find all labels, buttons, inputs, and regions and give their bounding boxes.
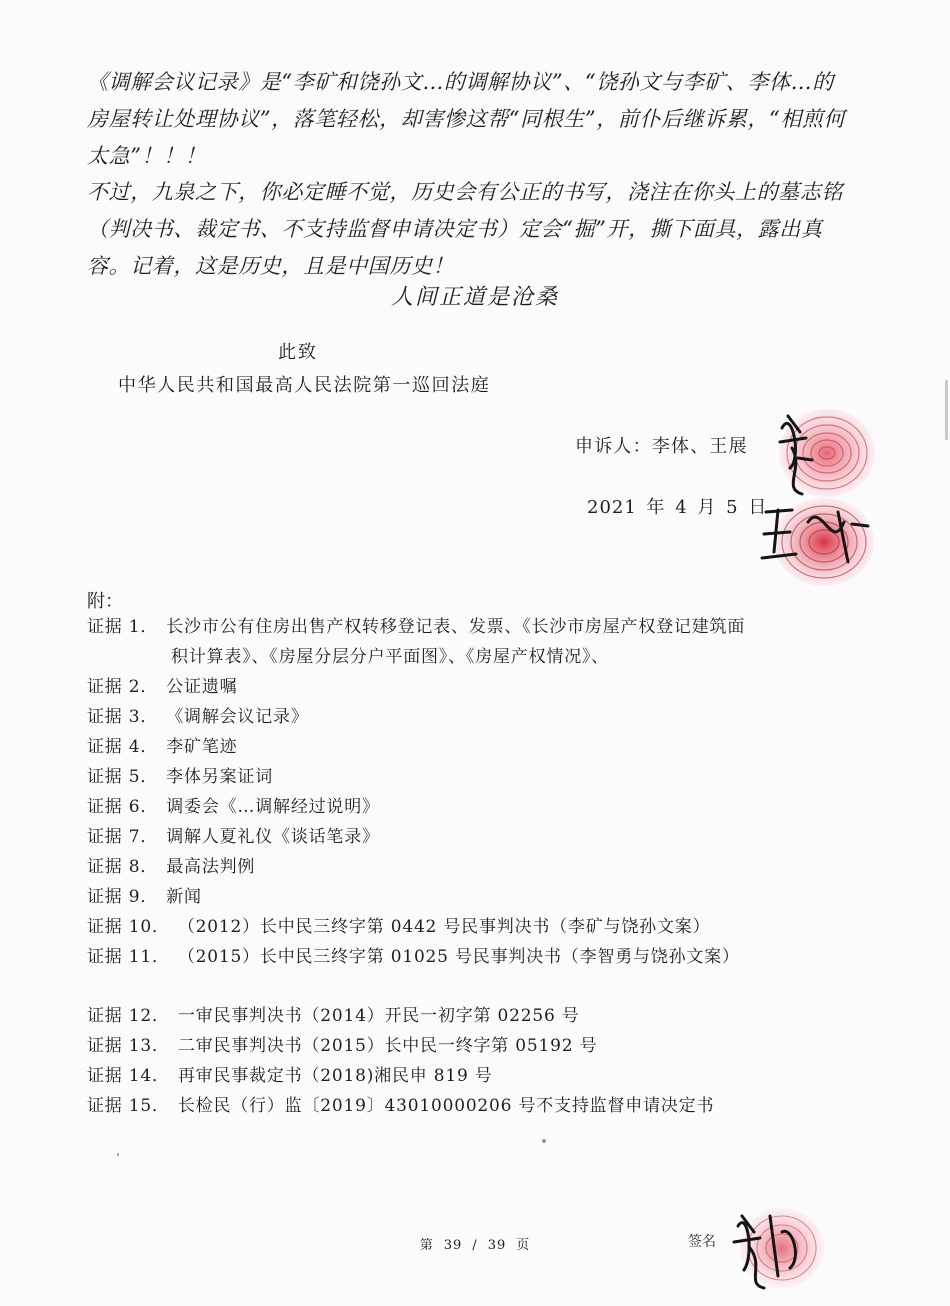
evidence-text: 再审民事裁定书（2018)湘民申 819 号 — [177, 1066, 493, 1086]
evidence-index: 证据 10． — [87, 917, 170, 937]
evidence-index: 证据 3． — [87, 707, 159, 727]
evidence-item — [87, 942, 887, 972]
evidence-text-continued: 积计算表》、《房屋分层分户平面图》、《房屋产权情况》、 — [171, 647, 610, 667]
fingerprint-seal-2 — [752, 482, 892, 592]
paragraph-history: 不过，九泉之下，你必定睡不觉，历史会有公正的书写，浇注在你头上的墓志铭（判决书、裁定书、不支持监督申请决定书）定会“掘”开，撕下面具，露出真容。记着，这是历史，且是中国历史！ — [87, 180, 843, 278]
evidence-text: 长沙市公有住房出售产权转移登记表、发票、《长沙市房屋产权登记建筑面 — [166, 617, 746, 637]
evidence-text: 《调解会议记录》 — [166, 707, 309, 727]
motto-line: 人间正道是沧桑 — [390, 285, 559, 310]
evidence-text: （2015）长中民三终字第 01025 号民事判决书（李智勇与饶孙文案） — [177, 947, 740, 967]
signing-date: 2021 年 4 月 5 日 — [587, 497, 768, 518]
evidence-item — [87, 732, 887, 762]
evidence-item — [87, 882, 887, 912]
page-suffix: 页 — [516, 1238, 531, 1253]
page-current: 39 — [443, 1238, 463, 1253]
evidence-item — [87, 1061, 887, 1091]
evidence-text: 李体另案证词 — [166, 767, 274, 787]
evidence-item — [87, 912, 887, 942]
evidence-item — [87, 1031, 887, 1061]
page-total: 39 — [487, 1238, 507, 1253]
evidence-text: 调解人夏礼仪《谈话笔录》 — [166, 827, 380, 847]
evidence-index: 证据 15． — [87, 1096, 170, 1116]
evidence-list — [87, 612, 887, 1121]
evidence-item — [87, 762, 887, 792]
evidence-index: 证据 12． — [87, 1006, 170, 1026]
evidence-item — [87, 822, 887, 852]
evidence-item — [87, 612, 887, 672]
evidence-index: 证据 6． — [87, 797, 159, 817]
evidence-index: 证据 7． — [87, 827, 159, 847]
evidence-item — [87, 792, 887, 822]
list-spacer — [87, 972, 887, 1001]
scan-speck — [117, 1153, 119, 1156]
evidence-item — [87, 1091, 887, 1121]
evidence-text: 一审民事判决书（2014）开民一初字第 02256 号 — [177, 1006, 580, 1026]
page-prefix: 第 — [419, 1238, 434, 1253]
signature-label: 签名 — [688, 1234, 716, 1250]
evidence-index: 证据 9． — [87, 887, 159, 907]
evidence-index: 证据 5． — [87, 767, 159, 787]
salutation: 此致 — [278, 342, 318, 363]
evidence-item — [87, 702, 887, 732]
evidence-text: 最高法判例 — [166, 857, 256, 877]
evidence-item — [87, 672, 887, 702]
evidence-text: （2012）长中民三终字第 0442 号民事判决书（李矿与饶孙文案） — [177, 917, 711, 937]
evidence-index: 证据 13． — [87, 1036, 170, 1056]
footer-fingerprint-signature — [720, 1196, 830, 1296]
evidence-text: 李矿笔迹 — [166, 737, 238, 757]
evidence-item — [87, 852, 887, 882]
evidence-text: 公证遗嘱 — [166, 677, 238, 697]
evidence-text: 二审民事判决书（2015）长中民一终字第 05192 号 — [177, 1036, 598, 1056]
evidence-text: 长检民（行）监〔2019〕43010000206 号不支持监督申请决定书 — [177, 1096, 715, 1116]
evidence-index: 证据 2． — [87, 677, 159, 697]
evidence-text: 调委会《…调解经过说明》 — [166, 797, 380, 817]
evidence-index: 证据 1． — [87, 617, 159, 637]
page-separator: / — [472, 1238, 478, 1253]
scan-speck — [542, 1139, 546, 1143]
attachments-title: 附： — [87, 591, 123, 612]
evidence-index: 证据 8． — [87, 857, 159, 877]
paragraph-mediation-record: 《调解会议记录》是“李矿和饶孙文…的调解协议”、“饶孙文与李矿、李体…的房屋转让处理协议”，落笔轻松，却害惨这帮“同根生”，前仆后继诉累，“相煎何太急”！！！ — [87, 70, 846, 168]
evidence-index: 证据 14． — [87, 1066, 170, 1086]
scan-edge-mark — [945, 380, 948, 440]
evidence-index: 证据 11． — [87, 947, 170, 967]
recipient-court: 中华人民共和国最高人民法院第一巡回法庭 — [118, 375, 491, 396]
evidence-item — [87, 1001, 887, 1031]
appellant-line: 申诉人：李体、王展 — [575, 436, 748, 457]
evidence-text: 新闻 — [166, 887, 202, 907]
evidence-index: 证据 4． — [87, 737, 159, 757]
